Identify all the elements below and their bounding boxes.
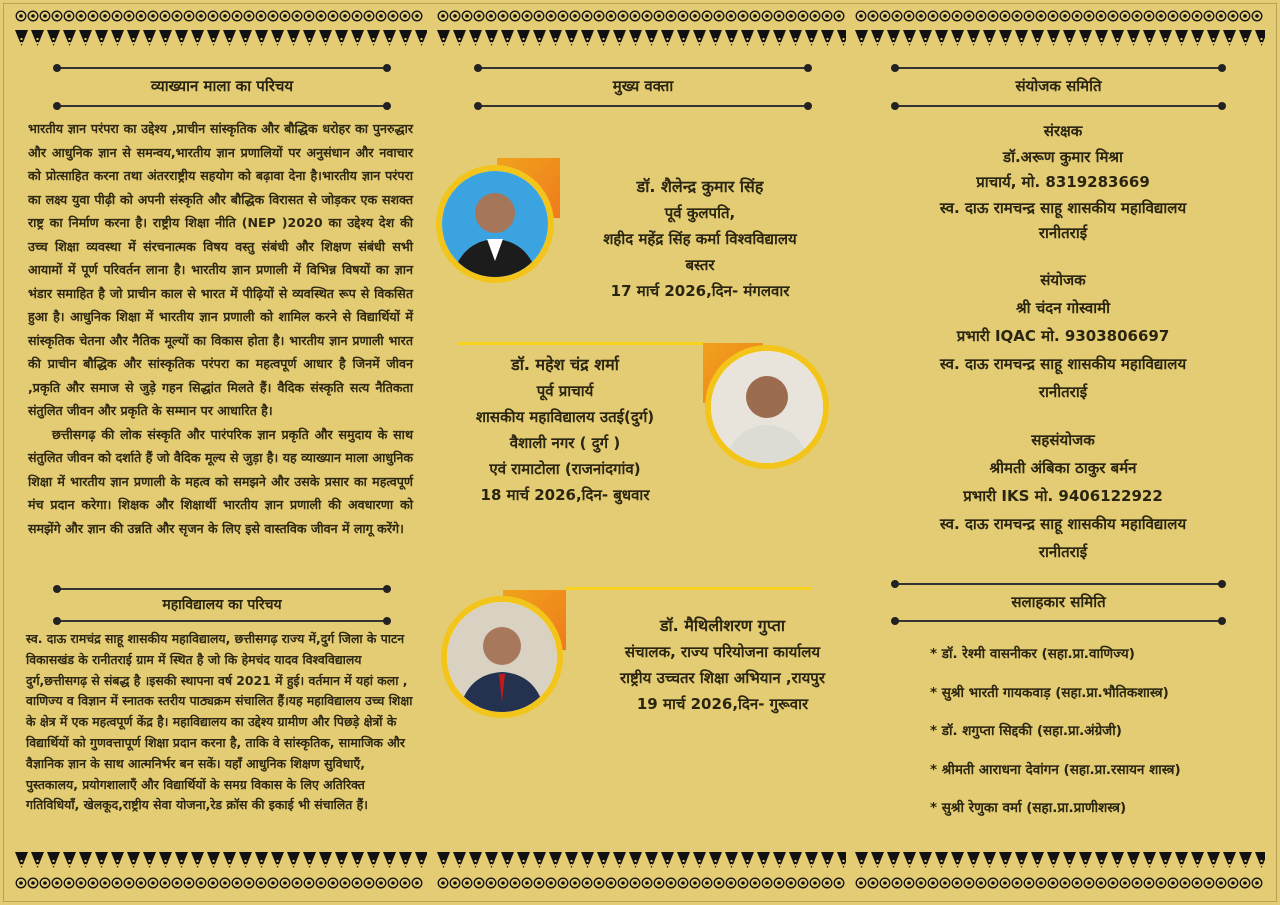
divider <box>895 583 1222 585</box>
organizing-committee-heading: संयोजक समिति <box>1015 77 1102 95</box>
divider-line <box>566 587 812 590</box>
text-line: स्व. दाऊ रामचन्द्र साहू शासकीय महाविद्यालय <box>939 355 1187 373</box>
text-line: शहीद महेंद्र सिंह कर्मा विश्वविद्यालय <box>603 230 797 248</box>
text-line: पूर्व प्राचार्य <box>536 382 594 400</box>
triangle-border-pattern <box>855 852 1265 870</box>
text-line: 19 मार्च 2026,दिन- गुरूवार <box>636 695 809 713</box>
circle-border-pattern <box>437 877 846 889</box>
patron-block <box>880 119 1246 247</box>
text-line: राष्ट्रीय उच्चतर शिक्षा अभियान ,रायपुर <box>620 669 825 687</box>
text-line: प्रभारी IKS मो. 9406122922 <box>963 487 1163 505</box>
speaker-2-photo <box>705 345 829 469</box>
circle-border-pattern <box>437 10 846 22</box>
text-line: डॉ. मैथिलीशरण गुप्ता <box>659 616 786 635</box>
text-line: श्रीमती अंबिका ठाकुर बर्मन <box>989 459 1137 477</box>
text-line: * डॉ. शगुप्ता सिद्दकी (सहा.प्रा.अंग्रेजी) <box>930 723 1122 739</box>
text-line: रानीतराई <box>1038 383 1088 401</box>
circle-border-pattern <box>855 10 1265 22</box>
text-line: डॉ.अरूण कुमार मिश्रा <box>1003 147 1123 166</box>
text-line: बस्तर <box>685 256 715 274</box>
co-convener-block <box>880 426 1246 566</box>
speaker-2-details <box>445 352 685 508</box>
speaker-3-photo <box>441 596 563 718</box>
advisory-member-list <box>930 644 1181 837</box>
divider <box>57 67 387 69</box>
text-line: श्री चंदन गोस्वामी <box>1015 299 1110 317</box>
text-line: * डॉ. रेश्मी वासनीकर (सहा.प्रा.वाणिज्य) <box>930 646 1135 662</box>
circle-border-pattern <box>15 877 427 889</box>
speaker-1-details <box>560 174 840 304</box>
divider <box>478 67 808 69</box>
divider <box>895 67 1222 69</box>
intro-paragraph-1: भारतीय ज्ञान परंपरा का उद्देश्य ,प्राचीन सांस्कृतिक और बौद्धिक धरोहर का पुनरुद्धार और आधुनिक ज्ञान से समन्वय,भारतीय ज्ञान प्रणालियों पर अनुसंधान और नवाचार को प्रोत्साहित करना तथा अंतरराष्ट्रीय सहयोग को बढ़ावा देना है।भारतीय ज्ञान परंपरा का लक्ष्य युवा पीढ़ी को अपनी संस्कृति और बौद्धिक विरासत से जोड़कर एक सशक्त राष्ट्र का निर्माण करना है। राष्ट्रीय शिक्षा नीति (NEP )2020 का उद्देश्य देश की उच्च शिक्षा व्यवस्था में संरचनात्मक विषय वस्तु संबंधी और शिक्षण संबंधी सभी आयामों में पूर्ण परिवर्तन लाना है। भारतीय ज्ञान प्रणाली में विभिन्न विषयों का ज्ञान भंडार समाहित है जो प्राचीन काल से भारत में पीढ़ियों से व्यवस्थित रूप से विकसित हुआ है। आधुनिक शिक्षा में भारतीय ज्ञान प्रणाली को शामिल करने से विद्यार्थियों में सांस्कृतिक चेतना और नैतिक मूल्यों का विकास होता है। भारतीय ज्ञान प्रणाली भारत की प्राचीन बौद्धिक और सांस्कृतिक परंपरा का महत्वपूर्ण आधार है जिनमें जीवन ,प्रकृति और समाज से जुड़े गहन सिद्धांत मिलते हैं। वैदिक संस्कृति सत्य नैतिकता संतुलित जीवन और प्रकृति के सम्मान पर आधारित है। <box>28 121 413 418</box>
divider <box>57 105 387 107</box>
college-intro-heading: महाविद्यालय का परिचय <box>162 597 282 613</box>
text-line: सहसंयोजक <box>1031 431 1095 449</box>
divider <box>895 620 1222 622</box>
triangle-border-pattern <box>437 852 846 870</box>
advisory-committee-heading: सलाहकार समिति <box>1011 593 1106 611</box>
convener-block <box>880 266 1246 406</box>
text-line: शासकीय महाविद्यालय उतई(दुर्ग) <box>475 408 655 426</box>
circle-border-pattern <box>855 877 1265 889</box>
triangle-border-pattern <box>15 852 427 870</box>
intro-paragraph-2: छत्तीसगढ़ की लोक संस्कृति और पारंपरिक ज्ञान प्रकृति और समुदाय के साथ संतुलित जीवन को दर्शाते हैं जो वैदिक मूल्य से जुड़ा है। यह व्याख्यान माला आधुनिक शिक्षा में भारतीय ज्ञान प्रणाली के महत्व को समझने और उसके प्रसार का महत्वपूर्ण मंच प्रदान करेगा। शिक्षक और शिक्षार्थी भारतीय ज्ञान प्रणाली की अवधारणा को समझेंगे और ज्ञान की उन्नति और सृजन के लिए इसे वास्तविक जीवन में लागू करेंगे। <box>28 426 413 536</box>
divider <box>57 588 387 590</box>
text-line: वैशाली नगर ( दुर्ग ) <box>509 434 621 452</box>
speaker-3-details <box>590 613 855 717</box>
triangle-border-pattern <box>855 30 1265 48</box>
college-intro-paragraph: स्व. दाऊ रामचंद्र साहू शासकीय महाविद्यालय, छत्तीसगढ़ राज्य में,दुर्ग जिला के पाटन विकासखंड के रानीतराई ग्राम में स्थित है जो कि हेमचंद यादव विश्वविद्यालय दुर्ग,छत्तीसगढ़ से संबद्ध है ।इसकी स्थापना वर्ष 2021 में हुई। वर्तमान में यहां कला , वाणिज्य व विज्ञान में स्नातक स्तरीय पाठ्यक्रम संचालित हैं।यह महाविद्यालय उच्च शिक्षा के क्षेत्र में एक महत्वपूर्ण केंद्र है। महाविद्यालय का उद्देश्य ग्रामीण और पिछड़े क्षेत्रों के विद्यार्थियों को गुणवत्तापूर्ण शिक्षा प्रदान करना है, ताकि वे सांस्कृतिक, सामाजिक और वैज्ञानिक ज्ञान के साथ आत्मनिर्भर बन सकें। यहाँ आधुनिक शिक्षण सुविधाएँ, पुस्तकालय, प्रयोगशालाएँ और विद्यार्थियों के समग्र विकास के लिए अतिरिक्त गतिविधियाँ, खेलकूद,राष्ट्रीय सेवा योजना,रेड क्रॉस की इकाई भी संचालित हैं। <box>26 631 413 813</box>
text-line: रानीतराई <box>1038 543 1088 561</box>
text-line: 18 मार्च 2026,दिन- बुधवार <box>480 486 650 504</box>
text-line: रानीतराई <box>1038 224 1088 242</box>
divider <box>478 105 808 107</box>
text-line: * सुश्री रेणुका वर्मा (सहा.प्रा.प्राणीशस्त्र) <box>930 800 1127 816</box>
divider <box>57 620 387 622</box>
text-line: स्व. दाऊ रामचन्द्र साहू शासकीय महाविद्यालय <box>939 515 1187 533</box>
circle-border-pattern <box>15 10 427 22</box>
speaker-1-photo <box>436 165 554 283</box>
text-line: डॉ. महेश चंद्र शर्मा <box>511 355 619 374</box>
text-line: प्राचार्य, मो. 8319283669 <box>976 173 1150 191</box>
text-line: संरक्षक <box>1043 122 1083 140</box>
divider-line <box>458 342 703 345</box>
text-line: * सुश्री भारती गायकवाड़ (सहा.प्रा.भौतिकशास्त्र) <box>930 684 1169 701</box>
text-line: संयोजक <box>1040 271 1086 289</box>
triangle-border-pattern <box>437 30 846 48</box>
lecture-series-heading: व्याख्यान माला का परिचय <box>150 77 294 95</box>
text-line: एवं रामाटोला (राजनांदगांव) <box>489 460 641 478</box>
text-line: स्व. दाऊ रामचन्द्र साहू शासकीय महाविद्यालय <box>939 198 1187 217</box>
text-line: पूर्व कुलपति, <box>664 204 736 222</box>
text-line: संचालक, राज्य परियोजना कार्यालय <box>624 643 821 661</box>
lecture-series-intro <box>28 117 413 540</box>
text-line: 17 मार्च 2026,दिन- मंगलवार <box>610 282 790 300</box>
triangle-border-pattern <box>15 30 427 48</box>
text-line: * श्रीमती आराधना देवांगन (सहा.प्रा.रसायन शास्त्र) <box>930 761 1181 778</box>
text-line: डॉ. शैलेन्द्र कुमार सिंह <box>636 177 764 196</box>
text-line: प्रभारी IQAC मो. 9303806697 <box>956 327 1170 345</box>
keynote-speakers-heading: मुख्य वक्ता <box>612 77 674 95</box>
divider <box>895 105 1222 107</box>
